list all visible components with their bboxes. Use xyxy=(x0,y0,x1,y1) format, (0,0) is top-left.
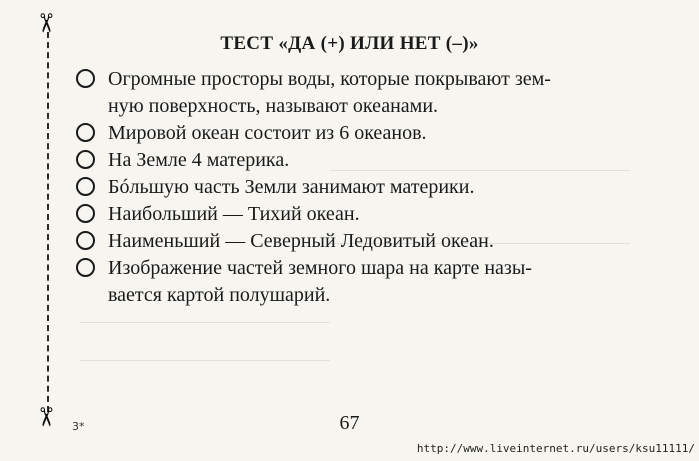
statement-item xyxy=(76,120,656,147)
statement-item xyxy=(76,228,656,255)
statement-item xyxy=(76,174,656,201)
circle-icon[interactable] xyxy=(76,177,95,196)
statement-text-continued: вается картой полушарий. xyxy=(108,284,331,306)
circle-icon[interactable] xyxy=(76,123,95,142)
circle-icon[interactable] xyxy=(76,69,95,88)
statement-item xyxy=(76,66,656,120)
statement-text: Наименьший — Северный Ледовитый океан. xyxy=(108,230,494,252)
bleed-through-line xyxy=(80,322,330,323)
circle-icon[interactable] xyxy=(76,204,95,223)
statement-text: Мировой океан состоит из 6 океанов. xyxy=(108,122,427,144)
scissors-icon: ✂ xyxy=(29,406,60,428)
statement-text: Бóльшую часть Земли занимают материки. xyxy=(108,176,475,198)
cut-line xyxy=(47,32,49,412)
statement-text: Огромные просторы воды, которые покрывают зем- xyxy=(108,68,551,90)
circle-icon[interactable] xyxy=(76,231,95,250)
statement-text: Наибольший — Тихий океан. xyxy=(108,203,360,225)
bleed-through-line xyxy=(80,360,330,361)
test-title: ТЕСТ «ДА (+) ИЛИ НЕТ (–)» xyxy=(220,33,479,54)
sheet-mark: 3* xyxy=(72,420,85,433)
scissors-icon: ✂ xyxy=(29,12,60,34)
statement-item xyxy=(76,255,656,309)
statement-text: На Земле 4 материка. xyxy=(108,149,290,171)
circle-icon[interactable] xyxy=(76,258,95,277)
source-url[interactable]: http://www.liveinternet.ru/users/ksu11111/ xyxy=(416,442,695,455)
page-number: 67 xyxy=(339,412,360,434)
statement-item xyxy=(76,147,656,174)
statement-text-continued: ную поверхность, называют океанами. xyxy=(108,95,439,117)
statement-item xyxy=(76,201,656,228)
statement-text: Изображение частей земного шара на карте назы- xyxy=(108,257,532,279)
circle-icon[interactable] xyxy=(76,150,95,169)
test-statements xyxy=(76,66,656,309)
